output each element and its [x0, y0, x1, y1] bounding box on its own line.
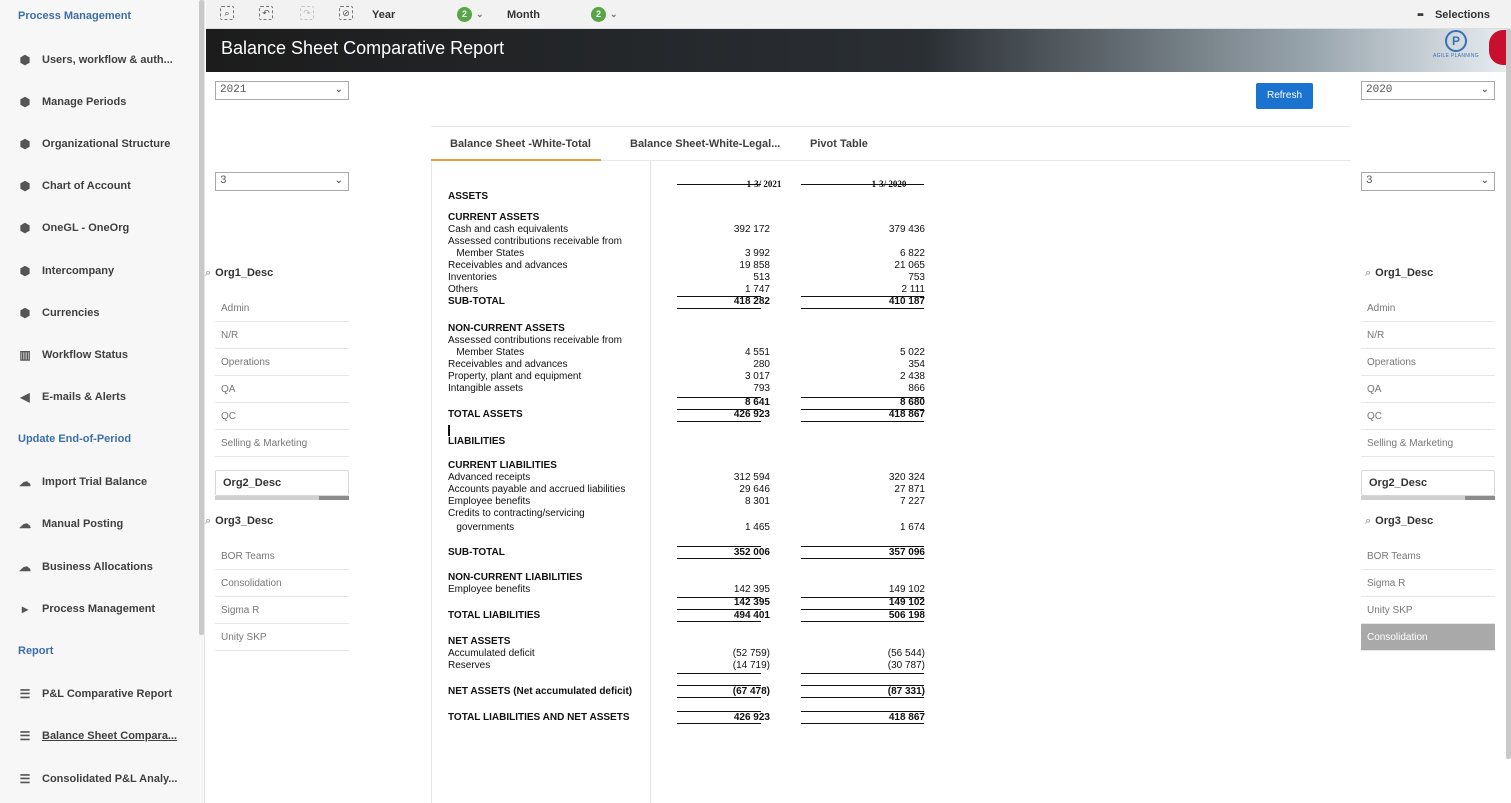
value-2020: 866 — [908, 383, 925, 394]
sidebar-item-label: Import Trial Balance — [42, 476, 148, 488]
report-row — [448, 296, 928, 308]
year-filter-label: Year — [372, 8, 396, 21]
sidebar-item-7[interactable] — [18, 300, 198, 326]
page-scrollbar[interactable] — [1506, 29, 1511, 759]
value-2020: 506 198 — [888, 610, 925, 621]
row-label: Intangible assets — [448, 383, 524, 394]
sidebar-item-13[interactable] — [18, 554, 198, 580]
sidebar-item-label: Currencies — [42, 307, 100, 319]
value-2020: 418 867 — [888, 409, 925, 420]
step-forward-icon[interactable]: ↷ — [300, 6, 314, 20]
value-2020: 2 111 — [901, 284, 925, 295]
report-row — [448, 409, 928, 421]
cloud-upload-icon: ☁ — [19, 560, 31, 574]
cube-icon: ⬢ — [19, 179, 31, 193]
tab-0[interactable]: Balance Sheet -White-Total — [431, 127, 601, 161]
row-label: Assessed contributions receivable from — [448, 335, 622, 346]
row-label: Accounts payable and accrued liabilities — [448, 484, 626, 495]
report-row — [448, 359, 928, 371]
year-dropdown-left[interactable] — [215, 81, 349, 100]
value-2021: (14 719) — [732, 660, 770, 671]
year-filter[interactable] — [372, 0, 395, 29]
sidebar-item-label: Business Allocations — [42, 561, 153, 573]
rule-line — [801, 621, 924, 622]
row-label: TOTAL LIABILITIES AND NET ASSETS — [448, 712, 630, 723]
org2-scrollbar-right[interactable] — [1361, 496, 1495, 500]
year-filter-count[interactable] — [457, 0, 484, 29]
search-icon: ⌕ — [205, 515, 212, 527]
list-icon: ☰ — [19, 687, 31, 701]
search-icon: ⌕ — [205, 267, 212, 279]
month-dropdown-right[interactable] — [1361, 172, 1495, 191]
row-label: ASSETS — [448, 191, 489, 202]
sidebar-scrollbar[interactable] — [199, 0, 204, 635]
report-row — [448, 636, 928, 648]
sidebar-section-10[interactable]: Update End-of-Period — [18, 433, 132, 445]
list-icon: ☰ — [19, 729, 31, 743]
report-row — [448, 508, 928, 520]
value-2020: 418 867 — [888, 712, 925, 723]
report-row — [448, 335, 928, 347]
report-row — [448, 191, 928, 203]
list-icon: ☰ — [19, 772, 31, 786]
row-label: SUB-TOTAL — [448, 547, 505, 558]
rule-line — [801, 184, 924, 185]
list-item[interactable]: Selling & Marketing — [1361, 430, 1495, 457]
row-label: Reserves — [448, 660, 491, 671]
list-item[interactable]: Selling & Marketing — [215, 430, 349, 457]
rule-line — [677, 421, 761, 422]
row-label: NON-CURRENT LIABILITIES — [448, 572, 583, 583]
rule-line — [801, 673, 924, 674]
chevron-down-icon: ⌄ — [610, 9, 618, 19]
report-row — [448, 648, 928, 660]
report-row — [448, 383, 928, 395]
month-dropdown-right-value: 3 — [1366, 175, 1373, 187]
text-cursor — [448, 425, 450, 436]
report-row — [448, 484, 928, 496]
report-row — [448, 248, 928, 260]
sidebar-item-2[interactable] — [18, 89, 198, 115]
rule-line — [677, 397, 761, 398]
report-row — [448, 597, 928, 609]
list-item[interactable]: Unity SKP — [1361, 597, 1495, 624]
row-label: Receivables and advances — [448, 260, 568, 271]
list-item[interactable]: QA — [215, 376, 349, 403]
value-2021: 1 465 — [744, 522, 770, 533]
row-label: SUB-TOTAL — [448, 296, 505, 307]
rule-line — [801, 308, 924, 309]
org1-filter-title-right[interactable] — [1365, 267, 1433, 280]
sidebar-item-3[interactable] — [18, 131, 198, 157]
value-2021: 19 858 — [739, 260, 770, 271]
rule-line — [801, 685, 924, 686]
org3-title-label: Org3_Desc — [1375, 515, 1434, 527]
row-label: Member States — [448, 248, 525, 259]
value-2020: 8 680 — [899, 397, 925, 408]
row-label: CURRENT ASSETS — [448, 212, 540, 223]
row-label: governments — [448, 522, 515, 533]
rule-line — [801, 597, 924, 598]
row-label: Property, plant and equipment — [448, 371, 582, 382]
report-row — [448, 496, 928, 508]
column-header-2020: 1-3/ 2020 — [871, 179, 907, 189]
rule-line — [677, 673, 761, 674]
list-item[interactable]: N/R — [1361, 322, 1495, 349]
refresh-button[interactable]: Refresh — [1256, 83, 1313, 109]
cube-icon: ⬢ — [19, 306, 31, 320]
sidebar-item-18[interactable] — [18, 766, 198, 792]
chevron-down-icon: ⌄ — [334, 176, 343, 187]
row-label: Advanced receipts — [448, 472, 531, 483]
list-item[interactable]: Sigma R — [215, 597, 349, 624]
cube-icon: ⬢ — [19, 264, 31, 278]
rule-line — [677, 685, 761, 686]
cube-icon: ⬢ — [19, 95, 31, 109]
value-2021: 3 992 — [744, 248, 770, 259]
value-2021: 352 006 — [733, 547, 770, 558]
sidebar-section-15[interactable]: Report — [18, 645, 54, 657]
row-label: Assessed contributions receivable from — [448, 236, 622, 247]
value-2020: 357 096 — [888, 547, 925, 558]
chevron-down-icon: ⌄ — [334, 85, 343, 96]
org3-filter-title-right[interactable] — [1365, 515, 1433, 528]
rule-line — [677, 723, 761, 724]
chevron-down-icon: ⌄ — [1480, 85, 1489, 96]
sidebar-section-0[interactable]: Process Management — [18, 10, 132, 22]
column-header-2021: 1-3/ 2021 — [746, 179, 782, 189]
org1-title-label: Org1_Desc — [215, 267, 274, 279]
rule-line — [677, 621, 761, 622]
tab-2[interactable]: Pivot Table — [810, 138, 868, 150]
rule-line — [677, 296, 761, 297]
month-count-badge: 2 — [591, 7, 606, 22]
search-icon: ⌕ — [1365, 515, 1372, 527]
report-row — [448, 397, 928, 409]
sidebar-item-label: Organizational Structure — [42, 138, 171, 150]
value-2020: 7 227 — [899, 496, 925, 507]
org1-title-label: Org1_Desc — [1375, 267, 1434, 279]
list-item[interactable]: Operations — [215, 349, 349, 376]
sidebar-item-9[interactable] — [18, 384, 198, 410]
report-row — [448, 660, 928, 672]
selections-label: Selections — [1434, 8, 1490, 21]
org2-title-label: Org2_Desc — [223, 477, 282, 489]
logo-mark: P — [1445, 30, 1467, 52]
sidebar-item-16[interactable] — [18, 681, 198, 707]
value-2020: 410 187 — [888, 296, 925, 307]
value-2020: 2 438 — [899, 371, 925, 382]
row-label: TOTAL LIABILITIES — [448, 610, 541, 621]
row-label: Others — [448, 284, 479, 295]
list-item[interactable]: N/R — [215, 322, 349, 349]
rule-line — [677, 184, 761, 185]
report-row — [448, 236, 928, 248]
left-navigation — [0, 0, 205, 803]
tab-1[interactable]: Balance Sheet-White-Legal... — [630, 138, 781, 150]
row-label: Member States — [448, 347, 525, 358]
sidebar-item-label: Workflow Status — [42, 349, 128, 361]
sidebar-item-label: Manage Periods — [42, 96, 127, 108]
report-row — [448, 371, 928, 383]
selections-button[interactable] — [1417, 0, 1490, 29]
value-2020: 753 — [908, 272, 925, 283]
sidebar-item-label: Consolidated P&L Analy... — [42, 773, 178, 785]
row-label: LIABILITIES — [448, 436, 506, 447]
rule-line — [677, 308, 761, 309]
list-item[interactable]: Consolidation — [1361, 624, 1495, 651]
report-row — [448, 472, 928, 484]
year-dropdown-right[interactable] — [1361, 81, 1495, 100]
value-2021: 392 172 — [733, 224, 770, 235]
report-row — [448, 260, 928, 272]
month-dropdown-left[interactable] — [215, 172, 349, 191]
org2-scrollbar[interactable] — [215, 496, 349, 500]
value-2021: 1 747 — [744, 284, 770, 295]
sidebar-item-8[interactable] — [18, 342, 198, 368]
value-2021: 8 641 — [744, 397, 770, 408]
rule-line — [801, 421, 924, 422]
report-row — [448, 323, 928, 335]
rule-line — [801, 296, 924, 297]
org1-filter-title[interactable] — [205, 267, 273, 280]
year-dropdown-left-value: 2021 — [220, 84, 247, 96]
list-item[interactable]: Operations — [1361, 349, 1495, 376]
row-label: Cash and cash equivalents — [448, 224, 569, 235]
row-label: NON-CURRENT ASSETS — [448, 323, 565, 334]
smart-search-icon[interactable]: ⌕ — [220, 6, 234, 20]
value-2021: (67 478) — [732, 686, 770, 697]
rule-line — [677, 597, 761, 598]
year-dropdown-right-value: 2020 — [1366, 84, 1393, 96]
sidebar-item-label: OneGL - OneOrg — [42, 222, 130, 234]
row-label: Receivables and advances — [448, 359, 568, 370]
clear-selections-icon[interactable]: ⊘ — [339, 6, 353, 20]
sidebar-item-17[interactable] — [18, 723, 198, 749]
month-filter-label: Month — [507, 8, 540, 21]
list-item[interactable]: QC — [1361, 403, 1495, 430]
sidebar-item-12[interactable] — [18, 511, 198, 537]
rule-line — [677, 558, 761, 559]
org3-title-label: Org3_Desc — [215, 515, 274, 527]
value-2020: (87 331) — [887, 686, 925, 697]
title-banner — [206, 29, 1511, 72]
value-2020: 6 822 — [899, 248, 925, 259]
sidebar-item-label: Users, workflow & auth... — [42, 54, 173, 66]
month-dropdown-left-value: 3 — [220, 175, 227, 187]
sidebar-item-6[interactable] — [18, 258, 198, 284]
report-row — [448, 224, 928, 236]
rule-line — [801, 546, 924, 547]
value-2020: 354 — [908, 359, 925, 370]
balance-sheet-report — [431, 161, 1351, 803]
value-2021: 4 551 — [744, 347, 770, 358]
list-item[interactable]: QA — [1361, 376, 1495, 403]
value-2021: 8 301 — [744, 496, 770, 507]
org3-filter-title[interactable] — [205, 515, 273, 528]
logo-text: AGILE PLANNING — [1433, 53, 1479, 59]
value-2021: 312 594 — [733, 472, 770, 483]
rule-line — [801, 397, 924, 398]
report-row — [448, 272, 928, 284]
value-2021: 142 395 — [733, 597, 770, 608]
rule-line — [801, 697, 924, 698]
report-row — [448, 460, 928, 472]
cube-icon: ⬢ — [19, 221, 31, 235]
value-2021: 418 282 — [733, 296, 770, 307]
list-item[interactable]: Consolidation — [215, 570, 349, 597]
chevron-down-icon: ⌄ — [1480, 176, 1489, 187]
value-2021: 513 — [753, 272, 770, 283]
value-2020: (56 544) — [887, 648, 925, 659]
row-label: Inventories — [448, 272, 497, 283]
sidebar-item-label: Balance Sheet Compara... — [42, 730, 178, 742]
list-item[interactable]: BOR Teams — [1361, 543, 1495, 570]
page-title: Balance Sheet Comparative Report — [221, 38, 505, 58]
report-row — [448, 212, 928, 224]
sidebar-item-4[interactable] — [18, 173, 198, 199]
row-label: NET ASSETS (Net accumulated deficit) — [448, 686, 633, 697]
sidebar-item-1[interactable] — [18, 47, 198, 73]
sidebar-item-14[interactable] — [18, 596, 198, 622]
step-back-icon[interactable]: ↶ — [259, 6, 273, 20]
value-2021: 142 395 — [733, 584, 770, 595]
report-row — [448, 284, 928, 296]
caret-right-icon: ▸ — [21, 602, 29, 616]
value-2020: 149 102 — [888, 597, 925, 608]
rule-line — [801, 723, 924, 724]
value-2021: 3 017 — [744, 371, 770, 382]
month-filter[interactable] — [507, 0, 540, 29]
report-row — [448, 347, 928, 359]
bar-chart-icon: ▥ — [19, 348, 31, 362]
value-2021: 426 923 — [733, 712, 770, 723]
search-icon: ⌕ — [1365, 267, 1372, 279]
report-tabs — [431, 126, 1351, 161]
org2-title-label: Org2_Desc — [1369, 477, 1428, 489]
list-item[interactable]: Admin — [1361, 295, 1495, 322]
value-2021: 494 401 — [733, 610, 770, 621]
rule-line — [801, 711, 924, 712]
cloud-upload-icon: ☁ — [19, 517, 31, 531]
org2-filter[interactable] — [215, 470, 349, 496]
row-label: Accumulated deficit — [448, 648, 535, 659]
value-2020: 5 022 — [899, 347, 925, 358]
list-item[interactable]: QC — [215, 403, 349, 430]
rule-line — [801, 558, 924, 559]
rule-line — [677, 409, 761, 410]
org2-filter-right[interactable] — [1361, 470, 1495, 496]
value-2021: 426 923 — [733, 409, 770, 420]
list-item[interactable]: Unity SKP — [215, 624, 349, 651]
row-label: Employee benefits — [448, 584, 531, 595]
rule-line — [677, 697, 761, 698]
rule-line — [677, 609, 761, 610]
value-2020: 21 065 — [894, 260, 925, 271]
sidebar-item-label: Process Management — [42, 603, 156, 615]
year-count-badge: 2 — [457, 7, 472, 22]
row-label: NET ASSETS — [448, 636, 511, 647]
sidebar-item-5[interactable] — [18, 215, 198, 241]
value-2021: 280 — [753, 359, 770, 370]
report-row — [448, 436, 928, 448]
value-2020: 149 102 — [888, 584, 925, 595]
cloud-upload-icon: ☁ — [19, 475, 31, 489]
list-item[interactable]: Sigma R — [1361, 570, 1495, 597]
rule-line — [801, 409, 924, 410]
value-2021: 29 646 — [739, 484, 770, 495]
sidebar-item-label: P&L Comparative Report — [42, 688, 172, 700]
report-row — [448, 572, 928, 584]
rule-line — [801, 609, 924, 610]
sidebar-item-label: Manual Posting — [42, 518, 124, 530]
row-label: CURRENT LIABILITIES — [448, 460, 557, 471]
cube-icon: ⬢ — [19, 53, 31, 67]
value-2020: 379 436 — [888, 224, 925, 235]
list-item[interactable]: Admin — [215, 295, 349, 322]
toolbar — [206, 0, 1511, 29]
value-2020: 1 674 — [899, 522, 925, 533]
selections-icon: ▪▪ — [1417, 8, 1423, 21]
send-icon: ◀ — [20, 390, 30, 404]
value-2020: 27 871 — [894, 484, 925, 495]
report-row — [448, 584, 928, 596]
sidebar-item-11[interactable] — [18, 469, 198, 495]
value-2020: 320 324 — [888, 472, 925, 483]
rule-line — [677, 546, 761, 547]
company-logo — [1426, 30, 1486, 70]
cube-icon: ⬢ — [19, 137, 31, 151]
chevron-down-icon: ⌄ — [476, 9, 484, 19]
sidebar-item-label: Intercompany — [42, 265, 115, 277]
row-label: Employee benefits — [448, 496, 531, 507]
value-2021: (52 759) — [732, 648, 770, 659]
report-row — [448, 522, 928, 534]
sidebar-item-label: E-mails & Alerts — [42, 391, 126, 403]
rule-line — [677, 711, 761, 712]
row-label: Credits to contracting/servicing — [448, 508, 585, 519]
sidebar-item-label: Chart of Account — [42, 180, 131, 192]
value-2020: (30 787) — [887, 660, 925, 671]
row-label: TOTAL ASSETS — [448, 409, 523, 420]
month-filter-count[interactable] — [591, 0, 618, 29]
value-2021: 793 — [753, 383, 770, 394]
list-item[interactable]: BOR Teams — [215, 543, 349, 570]
